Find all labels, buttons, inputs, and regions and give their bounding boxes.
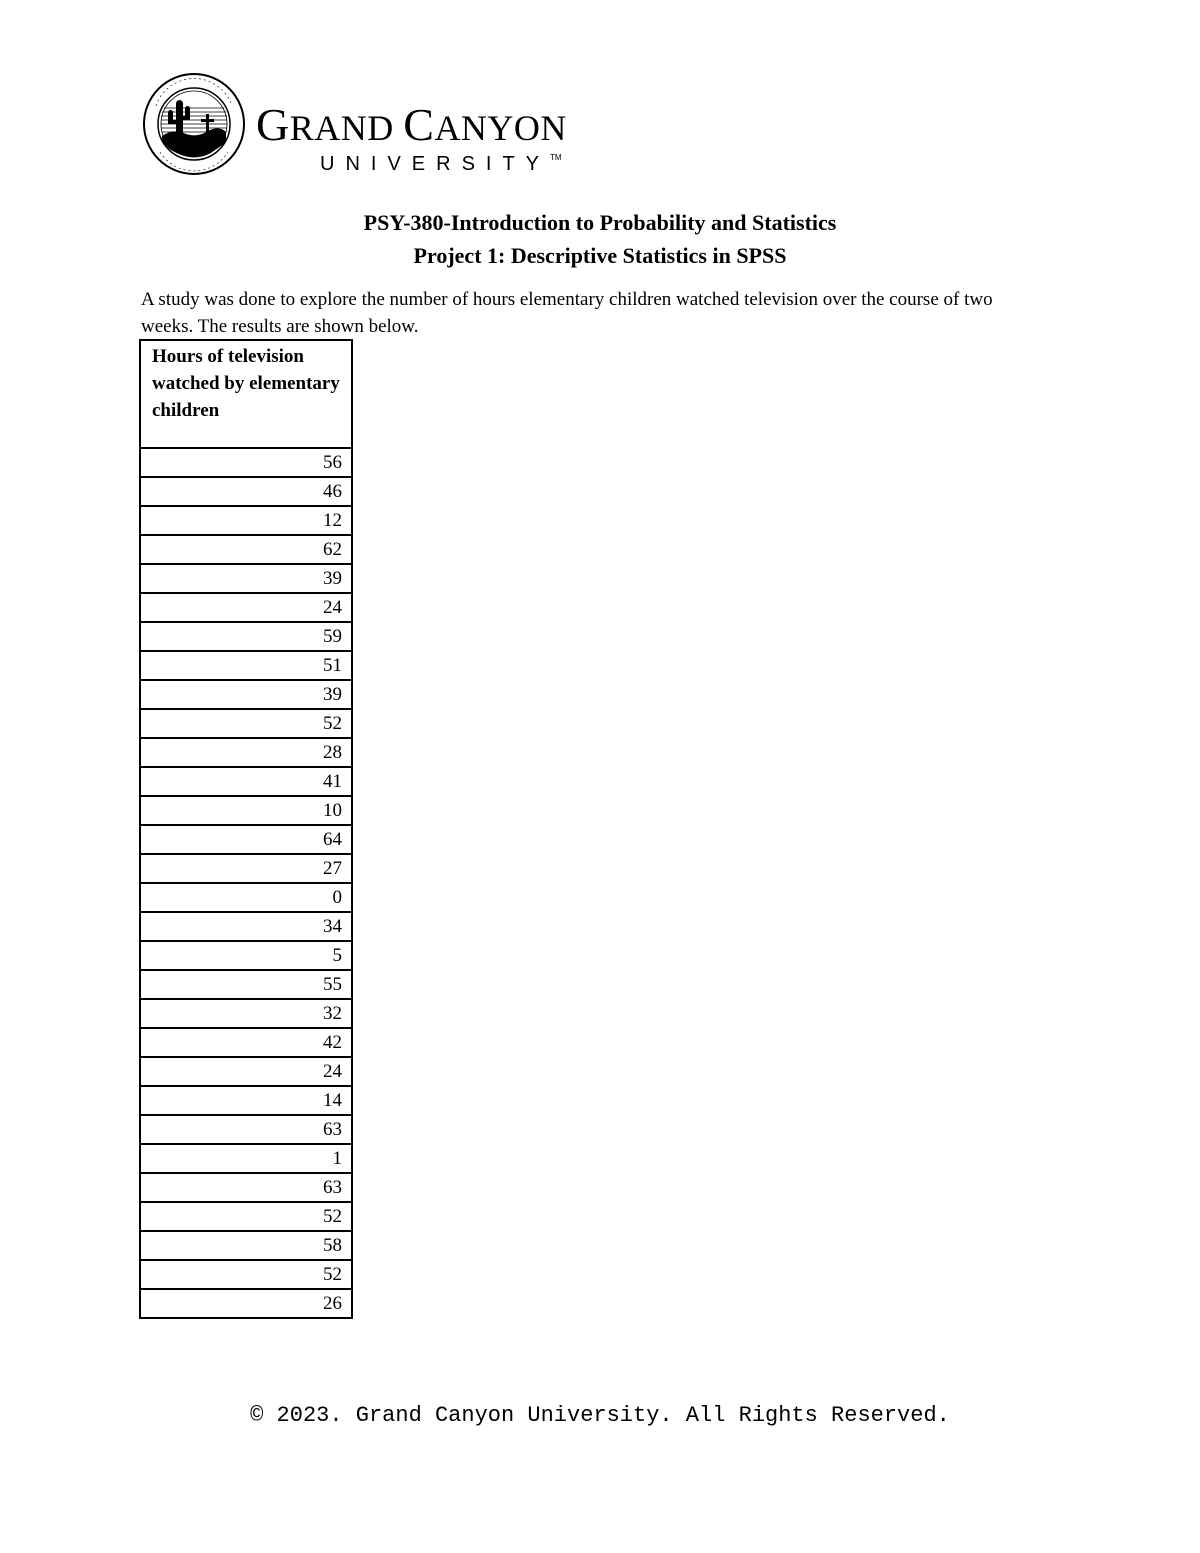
table-cell: 63: [140, 1115, 352, 1144]
table-cell: 10: [140, 796, 352, 825]
university-seal-icon: [140, 72, 248, 176]
table-cell: 39: [140, 680, 352, 709]
data-table: [139, 339, 353, 1319]
table-cell: 63: [140, 1173, 352, 1202]
logo-wordmark: GRAND CANYON: [256, 99, 567, 150]
table-row: [140, 1086, 352, 1115]
table-row: [140, 767, 352, 796]
table-cell: 12: [140, 506, 352, 535]
table-row: [140, 448, 352, 477]
table-cell: 34: [140, 912, 352, 941]
table-row: [140, 680, 352, 709]
copyright-footer: © 2023. Grand Canyon University. All Rights Reserved.: [250, 1403, 950, 1428]
table-row: [140, 477, 352, 506]
table-cell: 0: [140, 883, 352, 912]
table-cell: 56: [140, 448, 352, 477]
table-row: [140, 622, 352, 651]
trademark-mark: TM: [550, 153, 562, 162]
table-row: [140, 999, 352, 1028]
intro-paragraph: A study was done to explore the number of hours elementary children watched television over the course of two weeks. The results are shown below.: [141, 289, 993, 337]
table-row: [140, 825, 352, 854]
table-cell: 52: [140, 1202, 352, 1231]
table-cell: 14: [140, 1086, 352, 1115]
project-title: Project 1: Descriptive Statistics in SPSS: [413, 243, 787, 268]
table-row: [140, 941, 352, 970]
table-row: [140, 564, 352, 593]
table-cell: 26: [140, 1289, 352, 1318]
table-cell: 62: [140, 535, 352, 564]
table-cell: 64: [140, 825, 352, 854]
table-row: [140, 970, 352, 999]
table-cell: 58: [140, 1231, 352, 1260]
table-row: [140, 1173, 352, 1202]
table-cell: 1: [140, 1144, 352, 1173]
table-row: [140, 912, 352, 941]
table-row: [140, 1260, 352, 1289]
table-cell: 42: [140, 1028, 352, 1057]
table-cell: 39: [140, 564, 352, 593]
university-logo: [140, 72, 620, 176]
course-title: PSY-380-Introduction to Probability and Statistics: [363, 210, 837, 235]
logo-subtitle: UNIVERSITY™: [320, 153, 562, 175]
table-cell: 24: [140, 593, 352, 622]
table-row: [140, 651, 352, 680]
table-cell: 41: [140, 767, 352, 796]
table-cell: 28: [140, 738, 352, 767]
table-cell: 5: [140, 941, 352, 970]
table-cell: 59: [140, 622, 352, 651]
table-cell: 46: [140, 477, 352, 506]
table-row: [140, 883, 352, 912]
table-row: [140, 535, 352, 564]
table-row: [140, 506, 352, 535]
table-row: [140, 1115, 352, 1144]
table-row: [140, 796, 352, 825]
table-cell: 24: [140, 1057, 352, 1086]
table-cell: 27: [140, 854, 352, 883]
table-row: [140, 738, 352, 767]
table-cell: 55: [140, 970, 352, 999]
table-cell: 32: [140, 999, 352, 1028]
table-cell: 52: [140, 1260, 352, 1289]
table-row: [140, 1289, 352, 1318]
table-header: Hours of television watched by elementary children: [140, 340, 352, 448]
table-row: [140, 1057, 352, 1086]
document-title: [0, 206, 1200, 272]
table-row: [140, 1144, 352, 1173]
table-row: [140, 593, 352, 622]
table-row: [140, 1202, 352, 1231]
table-cell: 52: [140, 709, 352, 738]
table-row: [140, 709, 352, 738]
table-row: [140, 854, 352, 883]
table-cell: 51: [140, 651, 352, 680]
table-row: [140, 1231, 352, 1260]
table-row: [140, 1028, 352, 1057]
